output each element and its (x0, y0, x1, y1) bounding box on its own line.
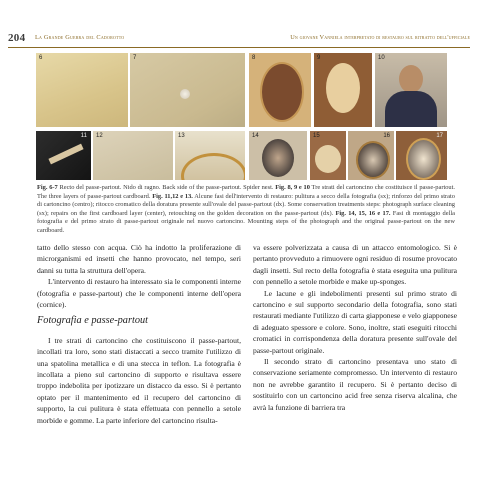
left-column (37, 242, 241, 426)
photo-number: 10 (378, 55, 385, 61)
header-rule (8, 47, 470, 48)
photo-number: 11 (80, 133, 87, 139)
cleaning-brush (48, 144, 83, 165)
photo-15 (310, 131, 346, 180)
caption-text: Alcune fasi dell'intervento di restauro: pulitura a secco della fotografia (sx); rinforzo del primo strato di cartoncino (centro); ritocco cromatico della doratura presente sull'ovale del passe-partout (dx). Some conservation treatments steps: photograph surface cleaning (sx); repairs on the first cardboard layer (center), retouching on the golden decoration on the passe-partout (dx). (37, 192, 455, 217)
golden-oval-edge (181, 153, 245, 180)
photo-16 (348, 131, 394, 180)
photo-14 (249, 131, 307, 180)
photo-12 (93, 131, 173, 180)
photo-number: 13 (178, 133, 185, 139)
body-paragraph: va essere polverizzata a causa di un attacco entomologico. Si è pertanto provveduto a rimuovere ogni residuo di rosume provocato dagli insetti. Sul recto della fotografia è stata eseguita una pulitura con pennello a setole morbide e make up-sponges. (253, 243, 457, 287)
page-header (8, 32, 470, 48)
oval-portrait (356, 141, 390, 179)
officer-uniform (385, 91, 437, 127)
right-column (253, 242, 457, 413)
caption-text: Fasi di montaggio della fotografia e del primo strato di passe-partout originale nel nuovo cartoncino. Mounting steps of the photograph and the original passe-partout on the new cardboard. (37, 209, 455, 234)
spider-nest-spot (180, 89, 190, 99)
photo-13 (175, 131, 245, 180)
photo-7 (130, 53, 245, 127)
oval-window (315, 145, 341, 173)
officer-portrait (262, 139, 294, 177)
body-paragraph: L'intervento di restauro ha interessato sia le componenti interne (fotografia e passe-partout) che le componenti interne dell'opera (cornice). (37, 277, 241, 310)
photo-number: 9 (317, 55, 321, 61)
section-heading: Fotografia e passe-partout (37, 315, 148, 327)
caption-figure-ref: Fig. 14, 15, 16 e 17. (335, 209, 391, 217)
photo-number: 7 (133, 55, 137, 61)
photo-17 (396, 131, 447, 180)
figure-caption (37, 184, 455, 235)
photo-number: 8 (252, 55, 256, 61)
book-title: La Grande Guerra del Cadorotto (35, 34, 125, 41)
oval-window (326, 63, 360, 113)
photo-8 (249, 53, 311, 127)
body-paragraph: Le lacune e gli indebolimenti presenti sul primo strato di cartoncino e sul supporto secondario della fotografia, sono stati restaurati mediante l'utilizzo di carta giapponese e velo giapponese di adeguato spessore e colore. Sono, inoltre, stati eseguiti ritocchi cromatici in corrispondenza della doratura presente sull'ovale del passe-partout originale. (253, 288, 457, 355)
photo-number: 14 (252, 133, 259, 139)
photo-number: 16 (383, 133, 390, 139)
photo-10 (375, 53, 447, 127)
caption-figure-ref: Fig. 6-7 (37, 184, 58, 191)
chapter-title: Un giovane Vanniela interpretato di restauro sul ritratto dell'ufficiale (290, 34, 470, 41)
caption-text: Tre strati del cartoncino che costituisce il passe-partout. The three layers of passe-partout cardboard. (37, 184, 455, 200)
photo-number: 17 (436, 133, 443, 139)
page-number: 204 (8, 32, 26, 44)
caption-text: Recto del passe-partout. Nido di ragno. Back side of the passe-partout. Spider nest. (57, 184, 276, 191)
caption-figure-ref: Fig. 8, 9 e 10 (275, 184, 310, 191)
photo-number: 12 (96, 133, 103, 139)
body-paragraph: tatto dello stesso con acqua. Ciò ha indotto la proliferazione di microrganismi ed insetti che hanno provocato, nel tempo, seri danni su tutta la struttura dell'opera. (37, 243, 241, 275)
photo-9 (314, 53, 372, 127)
oval-window (260, 62, 304, 122)
photo-6 (36, 53, 128, 127)
photo-number: 6 (39, 55, 43, 61)
photo-11 (36, 131, 91, 180)
body-paragraph: I tre strati di cartoncino che costituiscono il passe-partout, incollati tra loro, sono stati distaccati a secco tramite l'utilizzo di una spatolina metallica e di una stecca in teflon. La fotografia è incollata a pieno sul cartoncino di supporto e risultava essere troppo indebolita per ipotizzare un distacco da esso. Si è pertanto optato per il mantenimento ed il recupero del cartoncino di supporto, la cui pulitura è stata effettuata con pennello a setole morbide e gomme. La parte inferiore del cartoncino risulta- (37, 335, 241, 425)
officer-head (399, 65, 423, 93)
photo-number: 15 (313, 133, 320, 139)
body-paragraph: Il secondo strato di cartoncino presentava uno stato di conservazione seriamente compromesso. Un intervento di restauro non ne avrebbe garantito il recupero. Si è pertanto deciso di sostituirlo con un cartoncino acid free senza riserva alcalina, che avrà la funzione di barriera tra (253, 357, 457, 412)
caption-figure-ref: Fig. 11,12 e 13. (152, 192, 193, 200)
framed-officer-portrait (406, 138, 441, 180)
